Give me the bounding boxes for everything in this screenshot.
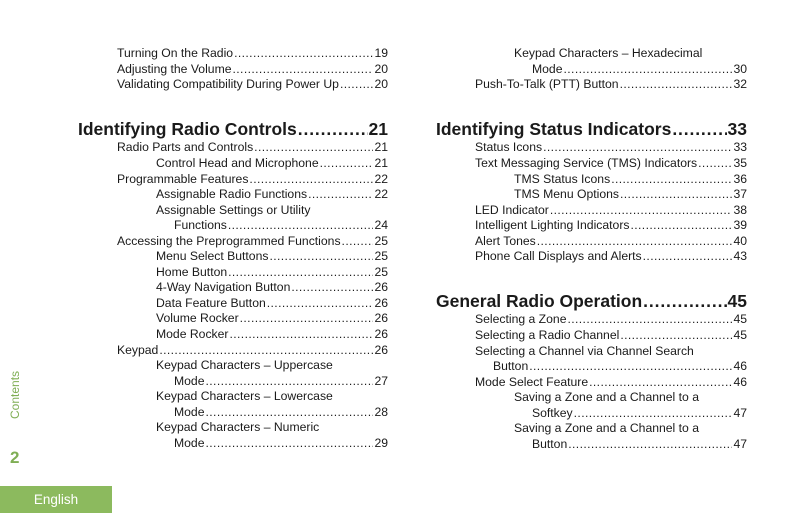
dot-leader: [643, 291, 726, 311]
toc-entry-title: Keypad: [117, 343, 159, 357]
toc-entry[interactable]: [475, 375, 747, 390]
toc-entry[interactable]: [156, 156, 388, 171]
toc-entry[interactable]: [117, 46, 388, 61]
dot-leader: [564, 62, 733, 77]
toc-entry[interactable]: [475, 77, 747, 92]
toc-entry-title: TMS Menu Options: [514, 187, 619, 201]
toc-entry-page: 45: [733, 328, 747, 342]
toc-entry[interactable]: [475, 249, 747, 264]
toc-entry-page: 19: [374, 46, 388, 60]
toc-entry-title: Selecting a Zone: [475, 312, 567, 326]
toc-entry[interactable]: [117, 172, 388, 187]
section-title: Identifying Status Indicators: [436, 119, 672, 139]
section-title: Identifying Radio Controls: [78, 119, 297, 139]
dot-leader: [229, 327, 373, 342]
toc-entry-page: 25: [374, 265, 388, 279]
toc-entry-page: 28: [374, 405, 388, 419]
dot-leader: [672, 119, 726, 139]
toc-entry-page: 26: [374, 296, 388, 310]
toc-entry-page: 33: [733, 140, 747, 154]
toc-entry-title: Programmable Features: [117, 172, 249, 186]
toc-entry-page: 46: [733, 375, 747, 389]
toc-entry-title: Home Button: [156, 265, 228, 279]
toc-entry-title: Functions: [174, 218, 227, 232]
toc-entry-page: 21: [374, 140, 388, 154]
toc-entry[interactable]: [475, 328, 747, 343]
toc-entry[interactable]: [493, 359, 747, 374]
section-page: 45: [727, 291, 747, 311]
toc-entry-title: Button: [532, 437, 568, 451]
dot-leader: [228, 218, 374, 233]
toc-entry-title: LED Indicator: [475, 203, 549, 217]
dot-leader: [159, 343, 373, 358]
dot-leader: [568, 437, 732, 452]
toc-entry[interactable]: [514, 172, 747, 187]
toc-entry-title: Button: [493, 359, 529, 373]
toc-entry-page: 47: [733, 437, 747, 451]
section-title: General Radio Operation: [436, 291, 643, 311]
toc-entry-page: 37: [733, 187, 747, 201]
language-tab: English: [0, 486, 112, 513]
toc-entry[interactable]: [174, 218, 388, 233]
dot-leader: [550, 203, 733, 218]
toc-entry-page: 40: [733, 234, 747, 248]
toc-entry-title: Alert Tones: [475, 234, 536, 248]
toc-entry-page: 25: [374, 249, 388, 263]
toc-entry-wrap[interactable]: Saving a Zone and a Channel to a: [514, 421, 699, 435]
toc-entry-page: 36: [733, 172, 747, 186]
toc-entry[interactable]: [475, 156, 747, 171]
toc-entry-page: 35: [733, 156, 747, 170]
toc-entry-page: 38: [733, 203, 747, 217]
toc-entry-page: 25: [374, 234, 388, 248]
toc-entry[interactable]: [117, 77, 388, 92]
toc-entry-title: Selecting a Radio Channel: [475, 328, 620, 342]
dot-leader: [567, 312, 732, 327]
toc-entry-title: Phone Call Displays and Alerts: [475, 249, 642, 263]
dot-leader: [574, 406, 733, 421]
toc-entry-page: 27: [374, 374, 388, 388]
toc-entry[interactable]: [174, 436, 388, 451]
toc-entry[interactable]: [475, 312, 747, 327]
toc-entry-title: Text Messaging Service (TMS) Indicators: [475, 156, 698, 170]
toc-entry-page: 26: [374, 311, 388, 325]
toc-entry[interactable]: [117, 343, 388, 358]
toc-entry-title: Softkey: [532, 406, 573, 420]
toc-entry-wrap[interactable]: Assignable Settings or Utility: [156, 203, 311, 217]
dot-leader: [643, 249, 733, 264]
toc-entry[interactable]: [532, 406, 747, 421]
toc-entry[interactable]: [475, 218, 747, 233]
toc-entry-title: Mode Rocker: [156, 327, 229, 341]
toc-entry[interactable]: [156, 296, 388, 311]
toc-entry-wrap[interactable]: Keypad Characters – Uppercase: [156, 358, 333, 372]
toc-entry-title: Turning On the Radio: [117, 46, 234, 60]
toc-entry[interactable]: [174, 374, 388, 389]
dot-leader: [620, 328, 732, 343]
dot-leader: [537, 234, 733, 249]
toc-entry[interactable]: [156, 265, 388, 280]
toc-section-heading[interactable]: [78, 119, 388, 139]
toc-entry-wrap[interactable]: Keypad Characters – Numeric: [156, 420, 320, 434]
toc-entry-page: 21: [374, 156, 388, 170]
dot-leader: [233, 62, 374, 77]
dot-leader: [254, 140, 373, 155]
toc-entry-page: 32: [733, 77, 747, 91]
section-page: 33: [727, 119, 747, 139]
toc-entry-page: 29: [374, 436, 388, 450]
dot-leader: [308, 187, 373, 202]
toc-entry-wrap[interactable]: Keypad Characters – Hexadecimal: [514, 46, 703, 60]
toc-entry-title: Intelligent Lighting Indicators: [475, 218, 630, 232]
dot-leader: [206, 405, 374, 420]
toc-entry-title: Mode: [174, 436, 205, 450]
toc-entry-title: 4-Way Navigation Button: [156, 280, 291, 294]
toc-entry[interactable]: [156, 187, 388, 202]
toc-entry-title: Status Icons: [475, 140, 543, 154]
toc-entry-page: 20: [374, 62, 388, 76]
toc-entry-page: 47: [733, 406, 747, 420]
toc-entry-page: 26: [374, 327, 388, 341]
toc-section-heading[interactable]: [436, 119, 747, 139]
toc-entry-wrap[interactable]: Saving a Zone and a Channel to a: [514, 390, 699, 404]
toc-entry-title: TMS Status Icons: [514, 172, 611, 186]
dot-leader: [206, 436, 374, 451]
dot-leader: [234, 46, 373, 61]
toc-entry-page: 22: [374, 187, 388, 201]
toc-entry-title: Radio Parts and Controls: [117, 140, 254, 154]
dot-leader: [206, 374, 374, 389]
dot-leader: [228, 265, 373, 280]
toc-entry-page: 43: [733, 249, 747, 263]
toc-section-heading[interactable]: [436, 291, 747, 311]
dot-leader: [589, 375, 732, 390]
toc-entry[interactable]: [475, 140, 747, 155]
toc-entry-page: 39: [733, 218, 747, 232]
dot-leader: [240, 311, 374, 326]
toc-entry[interactable]: [156, 280, 388, 295]
dot-leader: [249, 172, 373, 187]
toc-entry-page: 26: [374, 280, 388, 294]
toc-entry-title: Data Feature Button: [156, 296, 266, 310]
toc-entry[interactable]: [156, 249, 388, 264]
toc-entry-title: Assignable Radio Functions: [156, 187, 308, 201]
section-page: 21: [368, 119, 388, 139]
toc-entry[interactable]: [174, 405, 388, 420]
toc-entry[interactable]: [117, 234, 388, 249]
dot-leader: [543, 140, 732, 155]
dot-leader: [340, 77, 373, 92]
dot-leader: [342, 234, 374, 249]
toc-entry[interactable]: [117, 62, 388, 77]
dot-leader: [291, 280, 373, 295]
toc-entry[interactable]: [514, 187, 747, 202]
toc-entry-title: Push-To-Talk (PTT) Button: [475, 77, 619, 91]
dot-leader: [698, 156, 732, 171]
toc-entry-wrap[interactable]: Selecting a Channel via Channel Search: [475, 344, 694, 358]
dot-leader: [267, 296, 374, 311]
toc-entry-title: Menu Select Buttons: [156, 249, 269, 263]
dot-leader: [630, 218, 732, 233]
toc-entry-page: 30: [733, 62, 747, 76]
toc-entry-title: Adjusting the Volume: [117, 62, 232, 76]
toc-entry-title: Accessing the Preprogrammed Functions: [117, 234, 341, 248]
page-number: 2: [10, 448, 20, 467]
dot-leader: [298, 119, 368, 139]
toc-entry-title: Mode Select Feature: [475, 375, 589, 389]
dot-leader: [620, 77, 733, 92]
toc-entry[interactable]: [117, 140, 388, 155]
toc-entry-title: Validating Compatibility During Power Up: [117, 77, 339, 91]
toc-entry-page: 46: [733, 359, 747, 373]
toc-entry[interactable]: [475, 234, 747, 249]
toc-entry-title: Mode: [174, 405, 205, 419]
dot-leader: [620, 187, 732, 202]
toc-entry[interactable]: [475, 203, 747, 218]
toc-entry[interactable]: [532, 62, 747, 77]
toc-entry-page: 22: [374, 172, 388, 186]
toc-entry-page: 24: [374, 218, 388, 232]
toc-entry-page: 20: [374, 77, 388, 91]
toc-entry-title: Control Head and Microphone: [156, 156, 319, 170]
dot-leader: [269, 249, 373, 264]
dot-leader: [320, 156, 374, 171]
toc-entry[interactable]: [156, 327, 388, 342]
dot-leader: [611, 172, 732, 187]
toc-entry-wrap[interactable]: Keypad Characters – Lowercase: [156, 389, 333, 403]
section-label-contents: Contents: [8, 370, 22, 420]
toc-entry-page: 45: [733, 312, 747, 326]
dot-leader: [529, 359, 732, 374]
toc-entry-title: Mode: [174, 374, 205, 388]
toc-entry[interactable]: [532, 437, 747, 452]
toc-entry-title: Volume Rocker: [156, 311, 239, 325]
toc-entry[interactable]: [156, 311, 388, 326]
toc-entry-page: 26: [374, 343, 388, 357]
toc-entry-title: Mode: [532, 62, 563, 76]
